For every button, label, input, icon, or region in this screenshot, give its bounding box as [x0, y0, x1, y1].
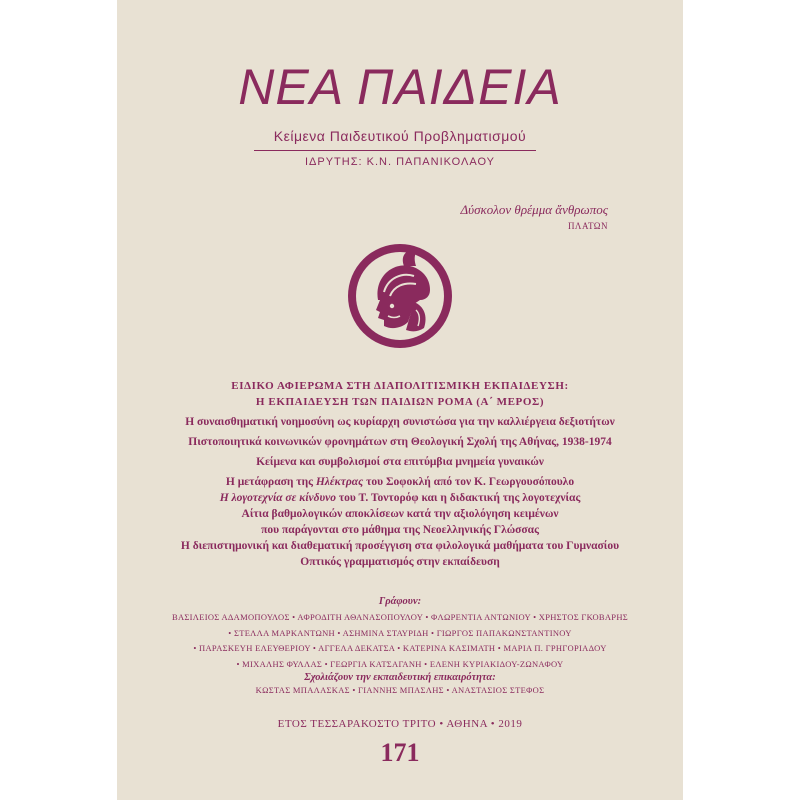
article-title: Πιστοποιητικά κοινωνικών φρονημάτων στη Θεολογική Σχολή της Αθήνας, 1938-1974 [188, 436, 612, 448]
table-of-contents [117, 378, 683, 570]
article-title-continued: που παράγονται στο μάθημα της Νεοελληνικής Γλώσσας [261, 524, 539, 536]
subtitle-divider [254, 150, 536, 151]
article-title: Η λογοτεχνία σε κίνδυνο του Τ. Τοντορόφ και η διδακτική της λογοτεχνίας [219, 492, 581, 504]
commentators-list: ΚΩΣΤΑΣ ΜΠΑΛΑΣΚΑΣ • ΓΙΑΝΝΗΣ ΜΠΑΣΛΗΣ • ΑΝΑΣΤΑΣΙΟΣ ΣΤΕΦΟΣ [255, 685, 545, 695]
commentators-label: Σχολιάζουν την εκπαιδευτική επικαιρότητα: [304, 672, 496, 683]
authors-line: • ΣΤΕΛΛΑ ΜΑΡΚΑΝΤΩΝΗ • ΑΣΗΜΙΝΑ ΣΤΑΥΡΙΔΗ • ΓΙΩΡΓΟΣ ΠΑΠΑΚΩΝΣΤΑΝΤΙΝΟΥ [228, 627, 572, 638]
authors-list [117, 610, 683, 672]
article-title: Η συναισθηματική νοημοσύνη ως κυρίαρχη συνιστώσα για την καλλιέργεια δεξιοτήτων [185, 416, 615, 428]
magazine-cover [117, 0, 683, 800]
article-title: Αίτια βαθμολογικών αποκλίσεων κατά την αξιολόγηση κειμένων [241, 508, 559, 520]
special-issue-subheading: Η ΕΚΠΑΙΔΕΥΣΗ ΤΩΝ ΠΑΙΔΙΩΝ ΡΟΜΑ (Α΄ ΜΕΡΟΣ) [255, 396, 545, 408]
article-title: Οπτικός γραμματισμός στην εκπαίδευση [300, 556, 500, 568]
issue-number: 171 [380, 738, 420, 767]
founder-line: ΙΔΡΥΤΗΣ: Κ.Ν. ΠΑΠΑΝΙΚΟΛΑΟΥ [304, 156, 495, 168]
special-issue-heading: ΕΙΔΙΚΟ ΑΦΙΕΡΩΜΑ ΣΤΗ ΔΙΑΠΟΛΙΤΙΣΜΙΚΗ ΕΚΠΑΙΔΕΥΣΗ: [231, 380, 569, 392]
masthead-title: ΝΕΑ ΠΑΙΔΕΙΑ [238, 59, 562, 115]
article-title: Κείμενα και συμβολισμοί στα επιτύμβια μνημεία γυναικών [256, 456, 544, 468]
motto-quote: Δύσκολον θρέμμα ἄνθρωπος [460, 202, 608, 217]
authors-label: Γράφουν: [378, 596, 422, 607]
year-location-line: ΕΤΟΣ ΤΕΣΣΑΡΑΚΟΣΤΟ ΤΡΙΤΟ • ΑΘΗΝΑ • 2019 [277, 718, 523, 730]
article-title: Η μετάφραση της Ηλέκτρας του Σοφοκλή από τον Κ. Γεωργουσόπουλο [225, 476, 575, 488]
authors-line: ΒΑΣΙΛΕΙΟΣ ΑΔΑΜΟΠΟΥΛΟΣ • ΑΦΡΟΔΙΤΗ ΑΘΑΝΑΣΟΠΟΥΛΟΥ • ΦΛΩΡΕΝΤΙΑ ΑΝΤΩΝΙΟΥ • ΧΡΗΣΤΟΣ ΓΚΟΒΑΡΗΣ [171, 612, 629, 622]
athena-coin-icon [344, 240, 456, 352]
article-title: Η διεπιστημονική και διαθεματική προσέγγιση στα φιλολογικά μαθήματα του Γυμνασίου [180, 540, 620, 552]
authors-line: • ΜΙΧΑΛΗΣ ΦΥΛΛΑΣ • ΓΕΩΡΓΙΑ ΚΑΤΣΑΓΑΝΗ • ΕΛΕΝΗ ΚΥΡΙΑΚΙΔΟΥ-ΖΩΝΑΦΟΥ [236, 658, 564, 669]
motto-author: ΠΛΑΤΩΝ [567, 221, 608, 231]
subtitle: Κείμενα Παιδευτικού Προβληματισμού [273, 128, 527, 144]
authors-line: • ΠΑΡΑΣΚΕΥΗ ΕΛΕΥΘΕΡΙΟΥ • ΑΓΓΕΛΑ ΔΕΚΑΤΣΑ • ΚΑΤΕΡΙΝΑ ΚΑΣΙΜΑΤΗ • ΜΑΡΙΑ Π. ΓΡΗΓΟΡΙΑΔΟΥ [193, 643, 607, 653]
